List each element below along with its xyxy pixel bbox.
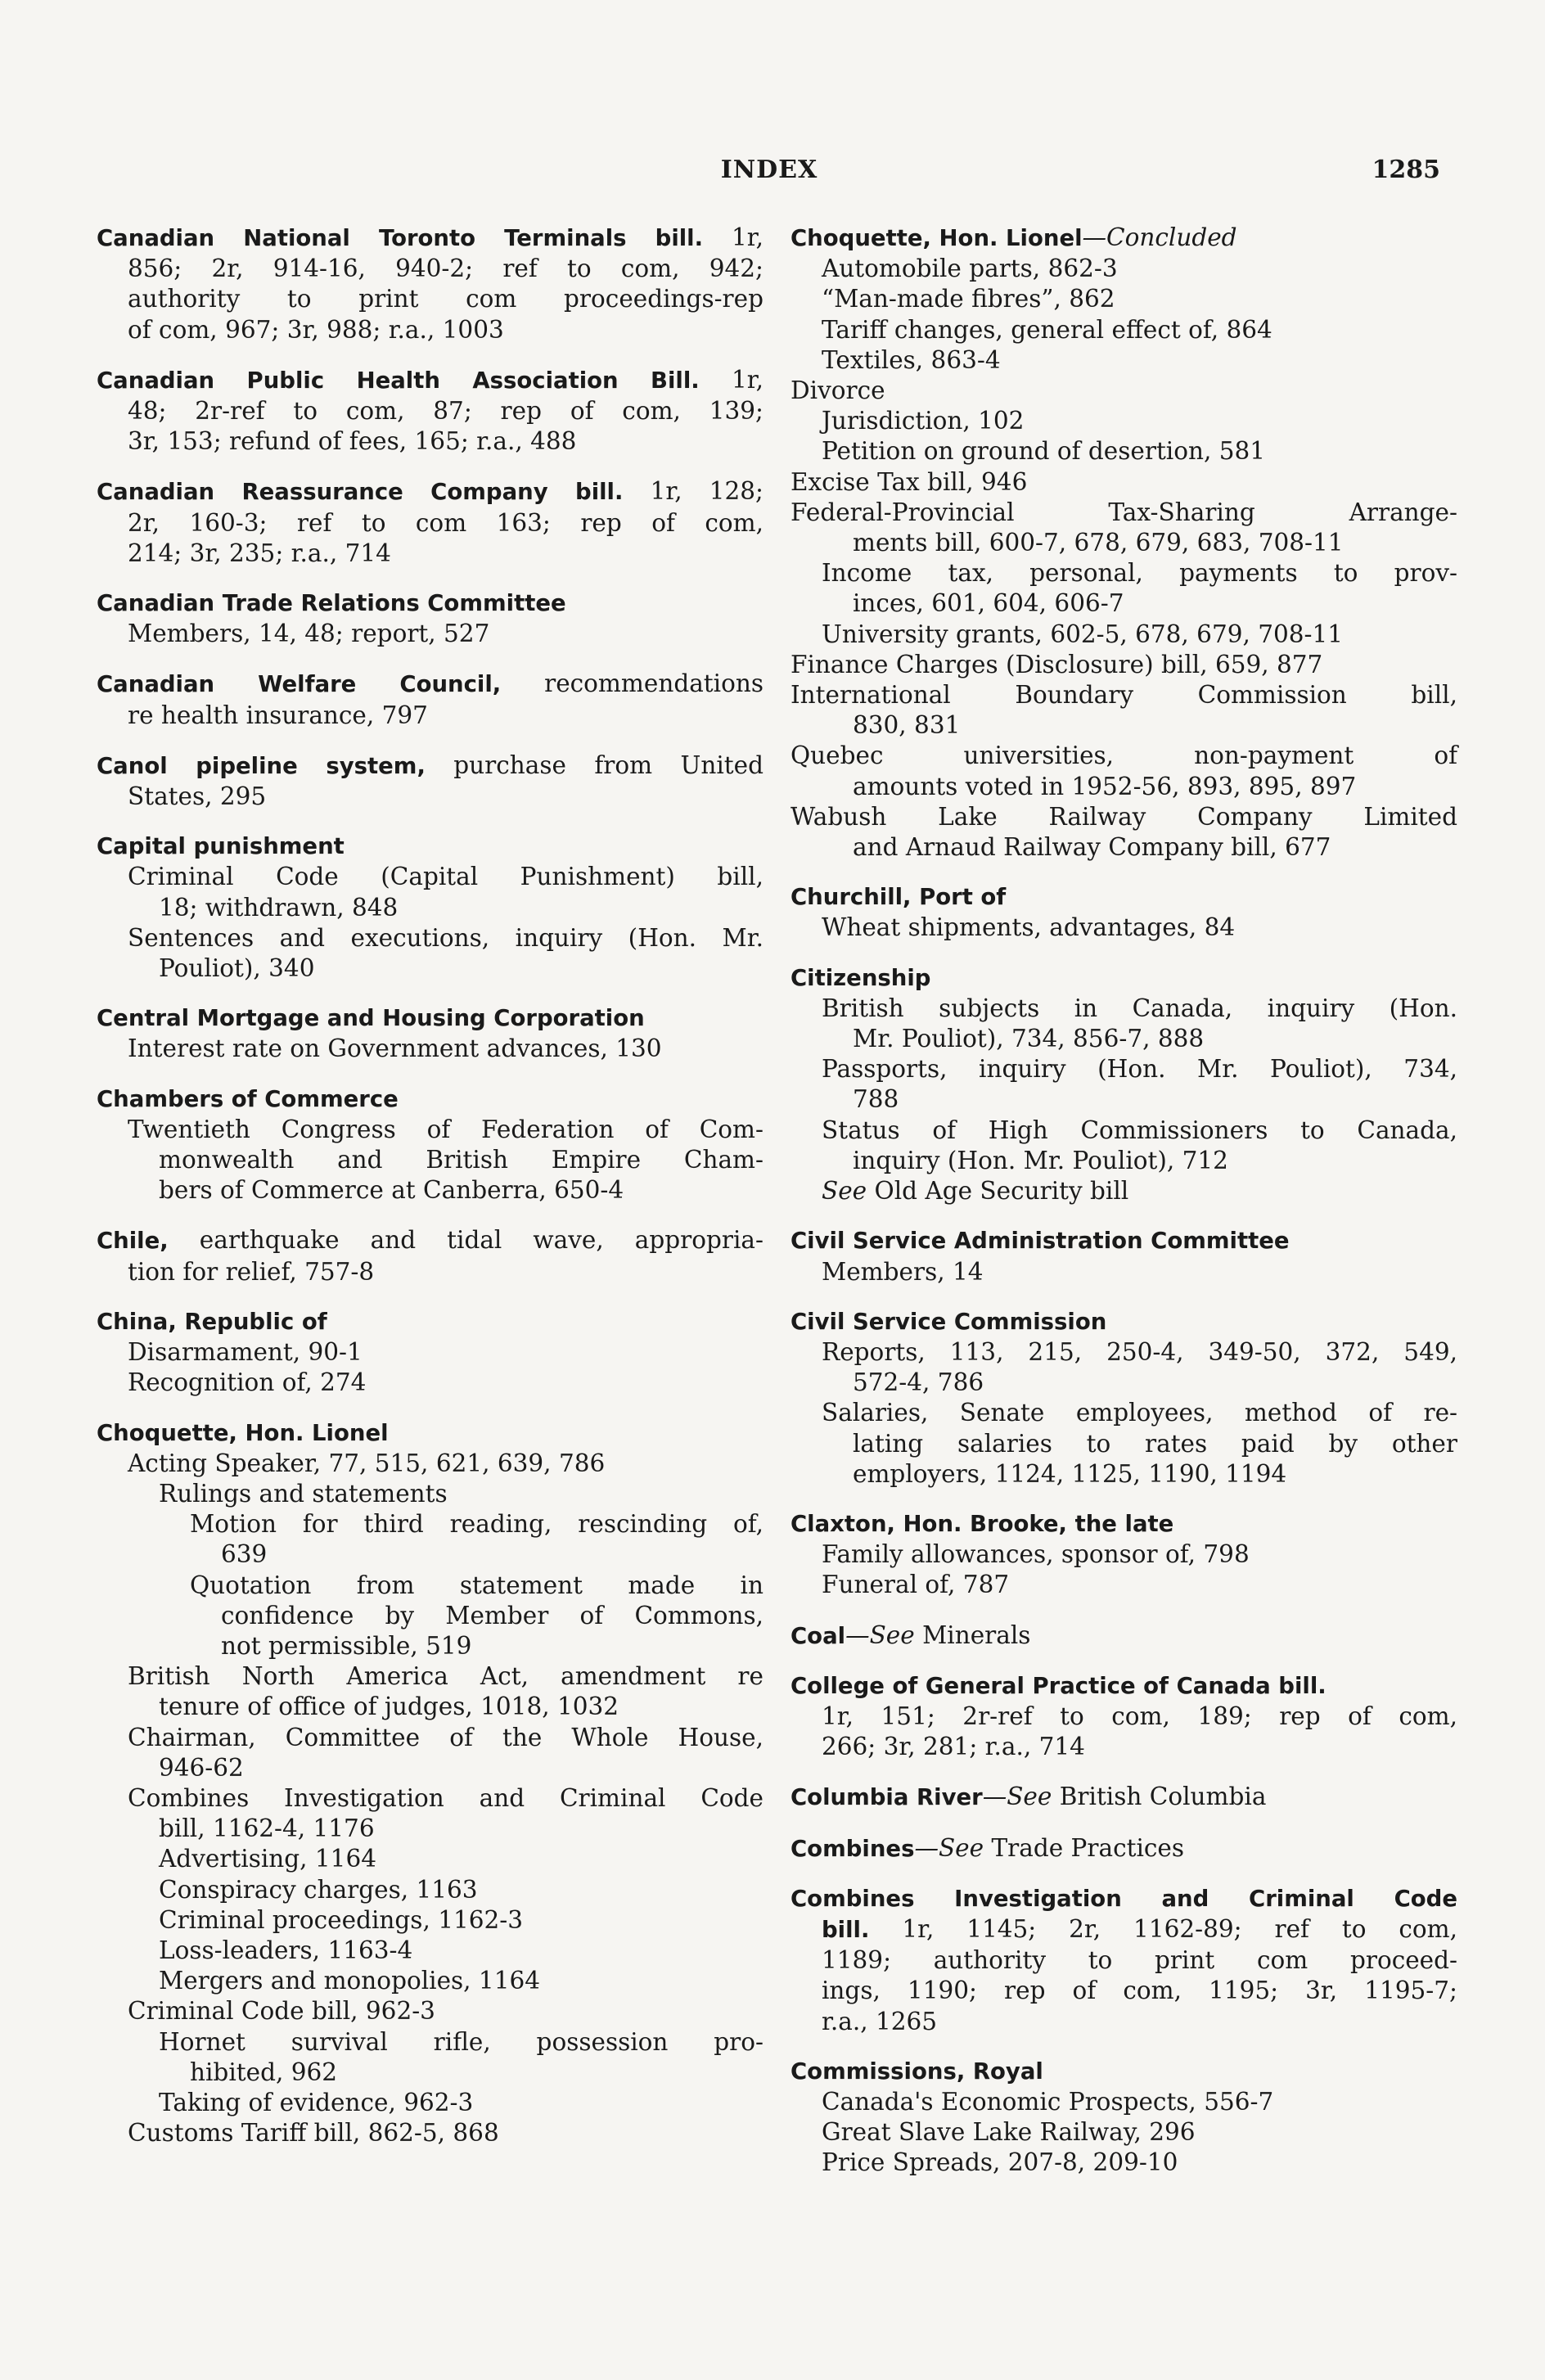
entry-heading: bill.	[822, 1916, 870, 1943]
entry-text: 1r,	[703, 223, 764, 251]
entry-line: re health insurance, 797	[128, 701, 428, 729]
see-reference: —See	[914, 1833, 984, 1862]
page-header	[98, 156, 1440, 193]
entry-heading: Combines Investigation and Criminal Code	[791, 1885, 1457, 1912]
entry-heading: Coal	[791, 1622, 846, 1649]
entry-line: Sentences and executions, inquiry (Hon. Mr.	[128, 923, 763, 952]
entry-line: 1189; authority to print com proceed-	[822, 1946, 1457, 1975]
index-entry	[97, 1084, 763, 1206]
index-entry	[791, 963, 1457, 1207]
entry-line: Acting Speaker, 77, 515, 621, 639, 786	[128, 1449, 606, 1477]
entry-line: 788	[853, 1085, 899, 1114]
entry-line: University grants, 602-5, 678, 679, 708-11	[822, 620, 1344, 648]
index-entry	[791, 1307, 1457, 1490]
index-entry	[791, 1884, 1457, 2037]
index-entry	[97, 669, 763, 730]
index-entry	[97, 476, 763, 569]
entry-line: inces, 601, 604, 606-7	[853, 589, 1124, 618]
see-reference: See	[822, 1177, 867, 1206]
entry-line: Finance Charges (Disclosure) bill, 659, 877	[791, 650, 1323, 678]
index-entry	[791, 1509, 1457, 1601]
entry-heading: Civil Service Commission	[791, 1308, 1107, 1335]
entry-heading: Churchill, Port of	[791, 884, 1007, 911]
entry-text: 1r,	[699, 365, 763, 394]
entry-line: 1r, 151; 2r-ref to com, 189; rep of com,	[822, 1702, 1457, 1730]
entry-heading: Citizenship	[791, 964, 931, 991]
entry-line: 48; 2r-ref to com, 87; rep of com, 139;	[128, 397, 763, 426]
entry-line	[97, 223, 763, 254]
entry-heading: Canadian National Toronto Terminals bill.	[97, 225, 704, 251]
entry-line	[97, 365, 763, 396]
entry-line: hibited, 962	[190, 2058, 338, 2086]
index-entry	[97, 832, 763, 984]
index-entry	[791, 1620, 1457, 1652]
entry-heading: Canadian Trade Relations Committee	[97, 590, 566, 617]
index-entry	[97, 751, 763, 812]
entry-line: monwealth and British Empire Cham-	[159, 1146, 763, 1174]
page-title: INDEX	[720, 156, 818, 184]
entry-line: International Boundary Commission bill,	[791, 681, 1457, 710]
entry-heading: Choquette, Hon. Lionel	[97, 1419, 389, 1446]
entry-line	[791, 1833, 1457, 1864]
entry-heading: Combines	[791, 1835, 915, 1862]
entry-line: States, 295	[128, 782, 267, 811]
entry-text: Trade Practices	[984, 1833, 1185, 1862]
entry-line: 639	[221, 1540, 268, 1569]
entry-line: Combines Investigation and Criminal Code	[128, 1783, 763, 1812]
entry-line	[97, 669, 763, 700]
entry-line: Divorce	[791, 376, 885, 405]
see-reference: —See	[845, 1620, 915, 1649]
entry-line: Hornet survival rifle, possession pro-	[159, 2027, 763, 2056]
entry-line: Wabush Lake Railway Company Limited	[791, 802, 1457, 831]
entry-heading: Canadian Reassurance Company bill.	[97, 479, 624, 506]
entry-line: Taking of evidence, 962-3	[159, 2088, 474, 2116]
entry-line: 214; 3r, 235; r.a., 714	[128, 539, 391, 567]
index-entry	[791, 223, 1457, 863]
entry-line	[791, 1782, 1457, 1813]
entry-line	[97, 751, 763, 782]
entry-line: British North America Act, amendment re	[128, 1662, 763, 1691]
index-entry	[97, 1307, 763, 1399]
entry-line	[791, 1914, 1457, 1945]
entry-line: Price Spreads, 207-8, 209-10	[822, 2148, 1178, 2177]
entry-line: Mergers and monopolies, 1164	[159, 1967, 541, 1995]
entry-line: 266; 3r, 281; r.a., 714	[822, 1733, 1085, 1761]
entry-line: 2r, 160-3; ref to com 163; rep of com,	[128, 508, 763, 537]
entry-line: Criminal Code (Capital Punishment) bill,	[128, 863, 763, 891]
entry-line: Tariff changes, general effect of, 864	[822, 315, 1272, 344]
entry-line: Great Slave Lake Railway, 296	[822, 2118, 1196, 2147]
entry-line: of com, 967; 3r, 988; r.a., 1003	[128, 315, 504, 344]
entry-line	[791, 223, 1457, 254]
entry-text: earthquake and tidal wave, appropria-	[168, 1226, 763, 1255]
entry-line: ments bill, 600-7, 678, 679, 683, 708-11	[853, 529, 1344, 557]
right-column	[791, 223, 1457, 2198]
entry-line: tion for relief, 757-8	[128, 1257, 375, 1286]
entry-heading: Canol pipeline system,	[97, 752, 426, 779]
index-entry	[97, 1003, 763, 1064]
entry-line: Federal-Provincial Tax-Sharing Arrange-	[791, 498, 1457, 526]
entry-text: purchase from United	[425, 751, 764, 779]
index-entry	[791, 1833, 1457, 1864]
entry-line: Family allowances, sponsor of, 798	[822, 1540, 1250, 1569]
entry-line: Interest rate on Government advances, 130	[128, 1034, 662, 1063]
entry-line: 946-62	[159, 1753, 244, 1782]
entry-heading: Chile,	[97, 1228, 169, 1255]
entry-line: 856; 2r, 914-16, 940-2; ref to com, 942;	[128, 255, 763, 283]
index-entry	[791, 1782, 1457, 1813]
page-number: 1285	[1372, 156, 1440, 184]
entry-line: British subjects in Canada, inquiry (Hon.	[822, 994, 1457, 1022]
see-reference: —See	[982, 1783, 1052, 1811]
entry-heading: Columbia River	[791, 1784, 983, 1811]
entry-line: Status of High Commissioners to Canada,	[822, 1116, 1457, 1144]
entry-heading: College of General Practice of Canada bill.	[791, 1672, 1327, 1699]
entry-line: Wheat shipments, advantages, 84	[822, 913, 1236, 942]
entry-heading: Choquette, Hon. Lionel	[791, 225, 1083, 251]
entry-line: ings, 1190; rep of com, 1195; 3r, 1195-7;	[822, 1977, 1457, 2005]
entry-line: inquiry (Hon. Mr. Pouliot), 712	[853, 1146, 1228, 1174]
index-entry	[791, 2057, 1457, 2179]
entry-heading: China, Republic of	[97, 1308, 327, 1335]
entry-text: recommendations	[501, 669, 763, 698]
entry-line: Quebec universities, non-payment of	[791, 741, 1457, 770]
entry-line: Automobile parts, 862-3	[822, 255, 1118, 283]
entry-line: Textiles, 863-4	[822, 345, 1001, 374]
entry-line: bill, 1162-4, 1176	[159, 1814, 375, 1843]
entry-text: British Columbia	[1052, 1783, 1267, 1811]
entry-line: Funeral of, 787	[822, 1571, 1010, 1599]
entry-line: Advertising, 1164	[159, 1845, 376, 1873]
entry-line: Members, 14, 48; report, 527	[128, 620, 490, 648]
index-entry	[97, 1225, 763, 1287]
entry-line: Mr. Pouliot), 734, 856-7, 888	[853, 1025, 1205, 1053]
entry-line	[97, 1225, 763, 1256]
entry-heading-italic: —Concluded	[1082, 223, 1237, 251]
entry-line: Petition on ground of desertion, 581	[822, 437, 1266, 466]
entry-line: amounts voted in 1952-56, 893, 895, 897	[853, 772, 1357, 800]
entry-line: bers of Commerce at Canberra, 650-4	[159, 1176, 624, 1205]
entry-line: and Arnaud Railway Company bill, 677	[853, 833, 1331, 862]
entry-line: tenure of office of judges, 1018, 1032	[159, 1693, 619, 1721]
entry-line: 830, 831	[853, 711, 961, 740]
entry-line: Jurisdiction, 102	[822, 407, 1025, 435]
entry-text: 1r, 128;	[623, 477, 763, 506]
entry-line: Rulings and statements	[159, 1479, 448, 1508]
entry-text: Old Age Security bill	[867, 1177, 1129, 1206]
entry-line: Pouliot), 340	[159, 954, 315, 983]
entry-text: 1r, 1145; 2r, 1162-89; ref to com,	[869, 1914, 1457, 1943]
entry-line: not permissible, 519	[221, 1631, 472, 1660]
entry-line: Quotation from statement made in	[190, 1571, 763, 1599]
entry-line: Disarmament, 90-1	[128, 1338, 363, 1367]
entry-heading: Capital punishment	[97, 833, 345, 860]
entry-line: Twentieth Congress of Federation of Com-	[128, 1115, 763, 1143]
entry-line: r.a., 1265	[822, 2007, 938, 2035]
entry-line: Passports, inquiry (Hon. Mr. Pouliot), 734,	[822, 1055, 1457, 1084]
entry-text: Minerals	[914, 1620, 1031, 1649]
index-entry	[97, 588, 763, 649]
entry-line: Customs Tariff bill, 862-5, 868	[128, 2119, 499, 2148]
entry-line: confidence by Member of Commons,	[221, 1601, 763, 1629]
entry-line: Criminal Code bill, 962-3	[128, 1997, 435, 2026]
entry-line: Reports, 113, 215, 250-4, 349-50, 372, 549,	[822, 1337, 1457, 1366]
entry-heading: Chambers of Commerce	[97, 1085, 399, 1112]
entry-line: Motion for third reading, rescinding of,	[190, 1510, 763, 1539]
entry-line: Conspiracy charges, 1163	[159, 1875, 478, 1904]
entry-line: Excise Tax bill, 946	[791, 467, 1028, 496]
left-column	[97, 223, 763, 2168]
index-entry	[97, 365, 763, 458]
entry-heading: Commissions, Royal	[791, 2058, 1043, 2085]
entry-heading: Canadian Public Health Association Bill.	[97, 367, 700, 394]
entry-heading: Claxton, Hon. Brooke, the late	[791, 1510, 1174, 1537]
entry-line: Canada's Economic Prospects, 556-7	[822, 2087, 1274, 2116]
index-entry	[791, 1226, 1457, 1287]
entry-heading: Civil Service Administration Committee	[791, 1228, 1290, 1255]
index-entry	[791, 1671, 1457, 1763]
entry-line	[97, 476, 763, 507]
entry-line: “Man-made fibres”, 862	[822, 285, 1115, 313]
entry-line: Loss-leaders, 1163-4	[159, 1936, 413, 1964]
index-entry	[791, 882, 1457, 943]
index-entry	[97, 1418, 763, 2149]
entry-line: 3r, 153; refund of fees, 165; r.a., 488	[128, 427, 577, 456]
entry-line: employers, 1124, 1125, 1190, 1194	[853, 1459, 1287, 1488]
entry-line: Recognition of, 274	[128, 1368, 367, 1397]
entry-line: Chairman, Committee of the Whole House,	[128, 1723, 763, 1751]
entry-line: Criminal proceedings, 1162-3	[159, 1905, 524, 1934]
entry-line	[791, 1176, 1457, 1206]
entry-heading: Canadian Welfare Council,	[97, 671, 502, 698]
entry-line	[791, 1620, 1457, 1652]
index-entry	[97, 223, 763, 345]
entry-line: Salaries, Senate employees, method of re-	[822, 1399, 1457, 1427]
entry-line: 572-4, 786	[853, 1368, 984, 1397]
entry-heading: Central Mortgage and Housing Corporation	[97, 1005, 645, 1032]
entry-line: Income tax, personal, payments to prov-	[822, 559, 1457, 588]
entry-line: Members, 14	[822, 1257, 984, 1286]
entry-line: lating salaries to rates paid by other	[853, 1429, 1457, 1458]
entry-line: authority to print com proceedings-rep	[128, 285, 763, 313]
entry-line: 18; withdrawn, 848	[159, 893, 399, 922]
